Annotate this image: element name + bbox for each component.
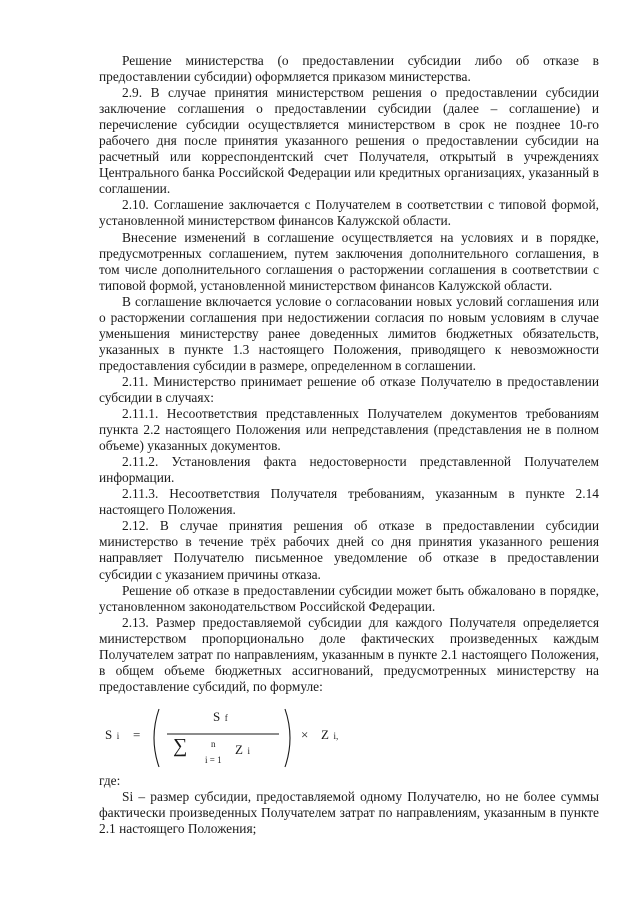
formula-sum-lower: i = 1: [205, 754, 222, 765]
paragraph-2-9: 2.9. В случае принятия министерством решения о предоставлении субсидии заключение соглашения о предоставлении субсидии (далее – соглашение) и перечисление субсидии осуществляется министерством в срок не позднее 10-го рабочего дня после принятия указанного решения о предоставлении субсидии на расчетный или корреспондентский счет Получателя, открытый в учреждениях Центрального банка Российской Федерации или кредитных организациях, указанный в соглашении.: [99, 85, 599, 197]
paragraph-appeal: Решение об отказе в предоставлении субсидии может быть обжаловано в порядке, установленном законодательством Российской Федерации.: [99, 582, 599, 614]
paragraph-2-11-1: 2.11.1. Несоответствия представленных Получателем документов требованиям пункта 2.2 настоящего Положения или непредставления (представления не в полном объеме) указанных документов.: [99, 406, 599, 454]
paragraph-2-11-2: 2.11.2. Установления факта недостоверности представленной Получателем информации.: [99, 454, 599, 486]
where-label: где:: [99, 772, 121, 788]
formula-sum-upper: n: [211, 738, 216, 749]
paragraph-decision-order: Решение министерства (о предоставлении субсидии либо об отказе в предоставлении субсидии) оформляется приказом министерства.: [99, 53, 599, 85]
formula-sum-sign: ∑: [173, 734, 188, 757]
paragraph-new-terms: В соглашение включается условие о согласовании новых условий соглашения или о расторжении соглашения при недостижении согласия по новым условиям в случае уменьшения министерству ранее доведенных лимитов бюджетных обязательств, указанных в пункте 1.3 настоящего Положения, приводящего к невозможности предоставления субсидии в размере, определенном в соглашении.: [99, 293, 599, 373]
formula-z: Z i: [235, 741, 250, 757]
formula-numerator: S f: [213, 708, 228, 724]
paragraph-2-11: 2.11. Министерство принимает решение об отказе Получателю в предоставлении субсидии в случаях:: [99, 373, 599, 405]
paragraph-2-12: 2.12. В случае принятия решения об отказе в предоставлении субсидии министерство в течение трёх рабочих дней со дня принятия указанного решения направляет Получателю письменное уведомление об отказе в предоставлении субсидии с указанием причины отказа.: [99, 518, 599, 582]
formula-equals: =: [133, 726, 141, 742]
document-page: [99, 53, 599, 837]
paragraph-amendments: Внесение изменений в соглашение осуществляется на условиях и в порядке, предусмотренных соглашением, путем заключения дополнительного соглашения, в том числе дополнительного соглашения о расторжении соглашения в соответствии с типовой формой, установленной министерством финансов Калужской области.: [99, 229, 599, 293]
subsidy-formula: [99, 705, 599, 771]
formula-z2: Z i,: [321, 726, 339, 742]
formula-lhs: S i: [105, 726, 120, 742]
definition-si: Si – размер субсидии, предоставляемой одному Получателю, но не более суммы фактически произведенных Получателем затрат по направлениям, указанным в пункте 2.1 настоящего Положения;: [99, 788, 599, 837]
paragraph-2-13: 2.13. Размер предоставляемой субсидии для каждого Получателя определяется министерством пропорционально доле фактических произведенных каждым Получателем затрат по направлениям, указанным в пункте 2.1 настоящего Положения, в общем объеме бюджетных ассигнований, предусмотренных министерству на предоставление субсидий, по формуле:: [99, 614, 599, 694]
paragraph-2-10: 2.10. Соглашение заключается с Получателем в соответствии с типовой формой, установленной министерством финансов Калужской области.: [99, 197, 599, 229]
paragraph-2-11-3: 2.11.3. Несоответствия Получателя требованиям, указанным в пункте 2.14 настоящего Положения.: [99, 486, 599, 518]
formula-times: ×: [301, 726, 309, 742]
